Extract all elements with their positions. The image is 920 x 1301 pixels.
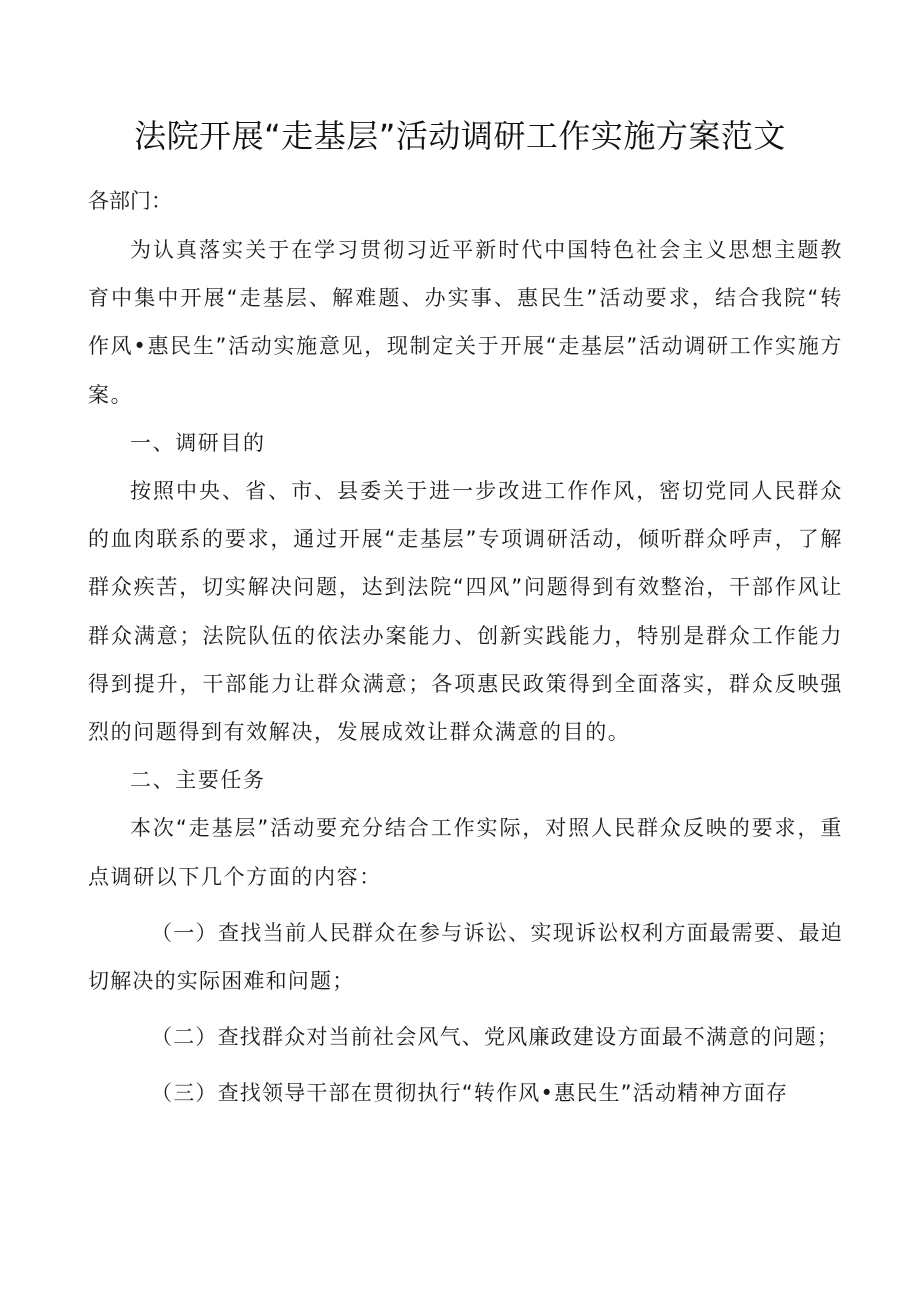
document-body bbox=[88, 226, 843, 1118]
tasks-intro-paragraph: 本次“走基层”活动要充分结合工作实际，对照人民群众反映的要求，重点调研以下几个方面的内容： bbox=[88, 816, 843, 889]
intro-paragraph: 为认真落实关于在学习贯彻习近平新时代中国特色社会主义思想主题教育中集中开展“走基层、解难题、办实事、惠民生”活动要求，结合我院“转作风•惠民生”活动实施意见，现制定关于开展“走基层”活动调研工作实施方案。 bbox=[88, 238, 843, 407]
task-item-1: （一）查找当前人民群众在参与诉讼、实现诉讼权利方面最需要、最迫切解决的实际困难和问题； bbox=[88, 920, 843, 994]
section-heading-purpose: 一、调研目的 bbox=[130, 430, 266, 455]
purpose-paragraph: 按照中央、省、市、县委关于进一步改进工作作风，密切党同人民群众的血肉联系的要求，通过开展“走基层”专项调研活动，倾听群众呼声，了解群众疾苦，切实解决问题，达到法院“四风”问题得到有效整治，干部作风让群众满意；法院队伍的依法办案能力、创新实践能力，特别是群众工作能力得到提升，干部能力让群众满意；各项惠民政策得到全面落实，群众反映强烈的问题得到有效解决，发展成效让群众满意的目的。 bbox=[88, 479, 843, 745]
salutation: 各部门： bbox=[88, 189, 172, 213]
task-item-2: （二）查找群众对当前社会风气、党风廉政建设方面最不满意的问题； bbox=[151, 1025, 840, 1050]
task-item-3: （三）查找领导干部在贯彻执行“转作风•惠民生”活动精神方面存 bbox=[151, 1081, 789, 1106]
document-title: 法院开展“走基层”活动调研工作实施方案范文 bbox=[134, 117, 786, 155]
section-heading-tasks: 二、主要任务 bbox=[130, 768, 266, 793]
